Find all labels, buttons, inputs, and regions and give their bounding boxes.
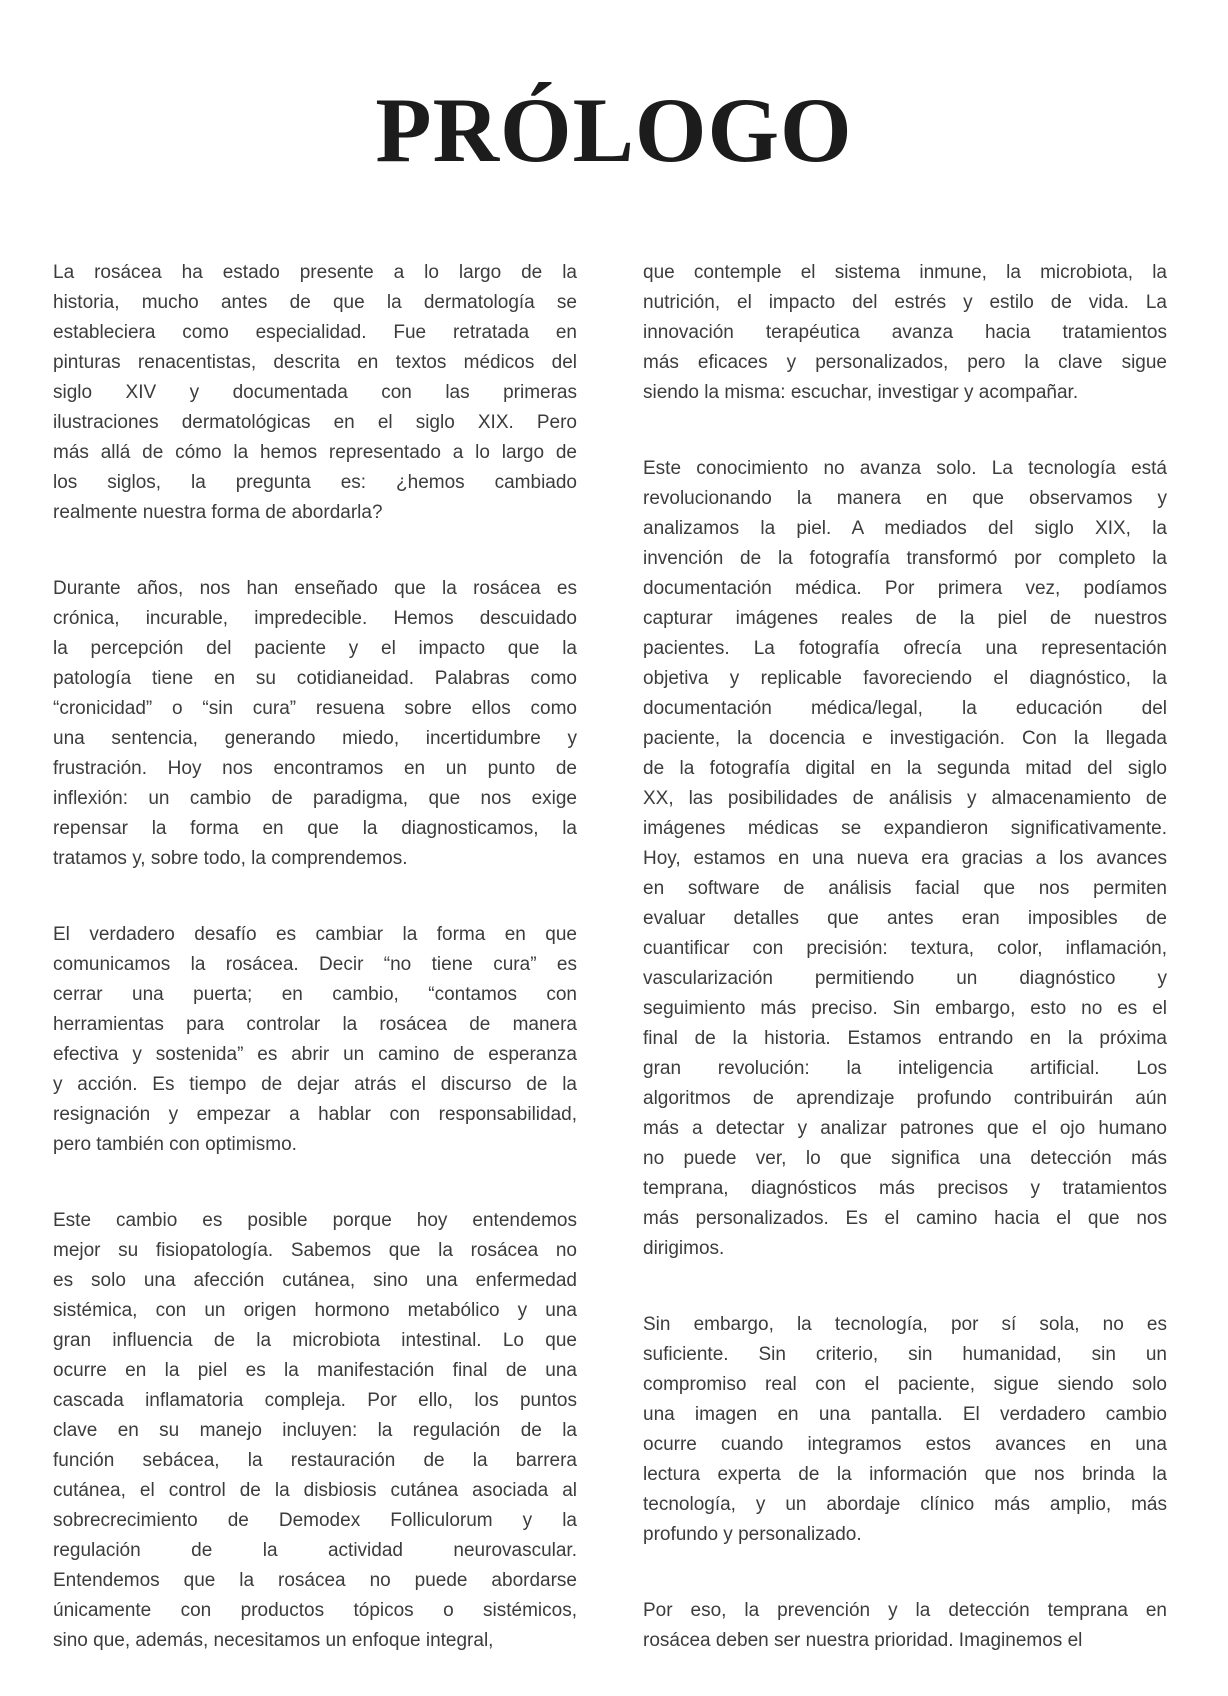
text-line: sino que, además, necesitamos un enfoque integral, — [53, 1630, 494, 1651]
text-line: repensar la forma en que la diagnosticamos, la — [53, 818, 577, 839]
text-line: Este conocimiento no avanza solo. La tecnología está — [643, 458, 1167, 479]
text-line: Por eso, la prevención y la detección temprana en — [643, 1600, 1167, 1621]
text-line: lectura experta de la información que nos brinda la — [643, 1464, 1167, 1485]
text-line: algoritmos de aprendizaje profundo contribuirán aún — [643, 1088, 1167, 1109]
text-line: siglo XIV y documentada con las primeras — [53, 382, 577, 403]
text-line: cuantificar con precisión: textura, color, inflamación, — [643, 938, 1167, 959]
text-line: comunicamos la rosácea. Decir “no tiene cura” es — [53, 954, 577, 975]
text-line: una imagen en una pantalla. El verdadero cambio — [643, 1404, 1167, 1425]
text-line: imágenes médicas se expandieron significativamente. — [643, 818, 1167, 839]
paragraph — [53, 920, 577, 1160]
text-line: mejor su fisiopatología. Sabemos que la rosácea no — [53, 1240, 577, 1261]
text-line: vascularización permitiendo un diagnóstico y — [643, 968, 1167, 989]
text-line: cutánea, el control de la disbiosis cutánea asociada al — [53, 1480, 577, 1501]
text-line: Sin embargo, la tecnología, por sí sola, no es — [643, 1314, 1167, 1335]
text-line: Hoy, estamos en una nueva era gracias a los avances — [643, 848, 1167, 869]
text-line: revolucionando la manera en que observamos y — [643, 488, 1167, 509]
text-line: seguimiento más preciso. Sin embargo, esto no es el — [643, 998, 1167, 1019]
text-line: innovación terapéutica avanza hacia tratamientos — [643, 322, 1167, 343]
paragraph — [643, 1310, 1167, 1550]
text-line: nutrición, el impacto del estrés y estilo de vida. La — [643, 292, 1167, 313]
text-line: únicamente con productos tópicos o sistémicos, — [53, 1600, 577, 1621]
text-line: realmente nuestra forma de abordarla? — [53, 502, 383, 523]
text-line: pinturas renacentistas, descrita en textos médicos del — [53, 352, 577, 373]
text-line: profundo y personalizado. — [643, 1524, 862, 1545]
text-line: efectiva y sostenida” es abrir un camino de esperanza — [53, 1044, 577, 1065]
text-line: inflexión: un cambio de paradigma, que nos exige — [53, 788, 577, 809]
text-line: temprana, diagnósticos más precisos y tratamientos — [643, 1178, 1167, 1199]
text-line: y acción. Es tiempo de dejar atrás el discurso de la — [53, 1074, 577, 1095]
text-line: ocurre cuando integramos estos avances en una — [643, 1434, 1167, 1455]
text-line: Durante años, nos han enseñado que la rosácea es — [53, 578, 577, 599]
paragraph — [643, 1596, 1167, 1656]
text-line: analizamos la piel. A mediados del siglo XIX, la — [643, 518, 1167, 539]
text-line: El verdadero desafío es cambiar la forma en que — [53, 924, 577, 945]
text-column-left — [53, 258, 577, 1656]
text-line: que contemple el sistema inmune, la microbiota, la — [643, 262, 1167, 283]
text-line: una sentencia, generando miedo, incertidumbre y — [53, 728, 577, 749]
text-line: pero también con optimismo. — [53, 1134, 297, 1155]
text-line: capturar imágenes reales de la piel de nuestros — [643, 608, 1167, 629]
text-line: sistémica, con un origen hormono metabólico y una — [53, 1300, 577, 1321]
text-line: final de la historia. Estamos entrando en la próxima — [643, 1028, 1167, 1049]
text-line: no puede ver, lo que significa una detección más — [643, 1148, 1167, 1169]
text-line: ocurre en la piel es la manifestación final de una — [53, 1360, 577, 1381]
text-line: rosácea deben ser nuestra prioridad. Imaginemos el — [643, 1630, 1083, 1651]
text-line: resignación y empezar a hablar con responsabilidad, — [53, 1104, 577, 1125]
text-line: es solo una afección cutánea, sino una enfermedad — [53, 1270, 577, 1291]
text-line: clave en su manejo incluyen: la regulación de la — [53, 1420, 577, 1441]
text-line: función sebácea, la restauración de la barrera — [53, 1450, 577, 1471]
text-line: más personalizados. Es el camino hacia el que nos — [643, 1208, 1167, 1229]
text-line: estableciera como especialidad. Fue retratada en — [53, 322, 577, 343]
paragraph — [53, 258, 577, 528]
text-line: cerrar una puerta; en cambio, “contamos con — [53, 984, 577, 1005]
paragraph — [53, 574, 577, 874]
text-line: gran influencia de la microbiota intestinal. Lo que — [53, 1330, 577, 1351]
text-line: sobrecrecimiento de Demodex Folliculorum y la — [53, 1510, 577, 1531]
text-line: La rosácea ha estado presente a lo largo de la — [53, 262, 577, 283]
text-line: XX, las posibilidades de análisis y almacenamiento de — [643, 788, 1167, 809]
text-line: objetiva y replicable favoreciendo el diagnóstico, la — [643, 668, 1167, 689]
text-line: frustración. Hoy nos encontramos en un punto de — [53, 758, 577, 779]
text-line: siendo la misma: escuchar, investigar y acompañar. — [643, 382, 1079, 403]
paragraph — [53, 1206, 577, 1656]
paragraph — [643, 258, 1167, 408]
text-line: herramientas para controlar la rosácea de manera — [53, 1014, 577, 1035]
text-line: historia, mucho antes de que la dermatología se — [53, 292, 577, 313]
text-line: documentación médica. Por primera vez, podíamos — [643, 578, 1167, 599]
text-line: suficiente. Sin criterio, sin humanidad, sin un — [643, 1344, 1167, 1365]
text-line: de la fotografía digital en la segunda mitad del siglo — [643, 758, 1167, 779]
text-line: invención de la fotografía transformó por completo la — [643, 548, 1167, 569]
text-line: compromiso real con el paciente, sigue siendo solo — [643, 1374, 1167, 1395]
paragraph — [643, 454, 1167, 1264]
text-line: Este cambio es posible porque hoy entendemos — [53, 1210, 577, 1231]
text-line: crónica, incurable, impredecible. Hemos descuidado — [53, 608, 577, 629]
text-line: tratamos y, sobre todo, la comprendemos. — [53, 848, 408, 869]
page-title: PRÓLOGO — [375, 79, 853, 181]
text-line: dirigimos. — [643, 1238, 725, 1259]
text-line: gran revolución: la inteligencia artificial. Los — [643, 1058, 1167, 1079]
text-line: en software de análisis facial que nos permiten — [643, 878, 1167, 899]
text-line: más allá de cómo la hemos representado a lo largo de — [53, 442, 577, 463]
text-line: documentación médica/legal, la educación del — [643, 698, 1167, 719]
text-line: “cronicidad” o “sin cura” resuena sobre ellos como — [53, 698, 577, 719]
text-line: los siglos, la pregunta es: ¿hemos cambiado — [53, 472, 577, 493]
text-column-right — [643, 258, 1167, 1656]
text-line: paciente, la docencia e investigación. Con la llegada — [643, 728, 1167, 749]
text-line: Entendemos que la rosácea no puede abordarse — [53, 1570, 577, 1591]
text-line: evaluar detalles que antes eran imposibles de — [643, 908, 1167, 929]
text-line: regulación de la actividad neurovascular. — [53, 1540, 577, 1561]
text-line: más a detectar y analizar patrones que el ojo humano — [643, 1118, 1167, 1139]
text-line: la percepción del paciente y el impacto que la — [53, 638, 577, 659]
text-line: patología tiene en su cotidianeidad. Palabras como — [53, 668, 577, 689]
text-line: ilustraciones dermatológicas en el siglo XIX. Pero — [53, 412, 577, 433]
text-line: cascada inflamatoria compleja. Por ello, los puntos — [53, 1390, 577, 1411]
text-line: más eficaces y personalizados, pero la clave sigue — [643, 352, 1167, 373]
text-line: tecnología, y un abordaje clínico más amplio, más — [643, 1494, 1167, 1515]
text-line: pacientes. La fotografía ofrecía una representación — [643, 638, 1167, 659]
